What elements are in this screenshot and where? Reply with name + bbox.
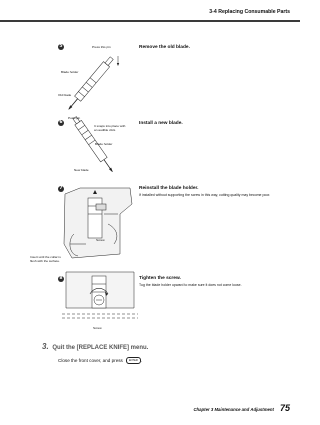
page-number: 75 (279, 403, 290, 413)
press-pin (105, 57, 113, 66)
label-push-pin: Push-pin (68, 116, 81, 120)
step-description-8: Tug the blade holder upward to make sure it does not come loose. (139, 283, 242, 287)
label-blade-holder: Blade holder (61, 70, 79, 74)
label-old-blade: Old blade (58, 93, 72, 97)
label-screw: Screw (93, 326, 102, 330)
label-snaps: It snaps into place with an audible click. (94, 124, 126, 132)
header-rule (0, 20, 300, 22)
press-arrow-icon (117, 63, 119, 66)
enter-key-icon: ENTER (126, 357, 141, 364)
step-number-7: 7 (59, 186, 63, 191)
step-description-7: If installed without supporting the screw in this way, cutting quality may become poor. (139, 193, 271, 197)
holder-reinstall-figure (60, 184, 135, 264)
footer (193, 403, 290, 413)
step-title-8: Tighten the screw. (139, 276, 181, 281)
old-blade-shape (71, 99, 77, 107)
instruction-line: Close the front cover, and press ENTER . (58, 358, 143, 363)
step-number-8: 8 (59, 276, 63, 281)
label-blade-holder: Blade holder (95, 142, 113, 146)
section-title: 3-4 Replacing Consumable Parts (209, 9, 290, 15)
screw-shape (96, 204, 106, 210)
tighten-screw-figure (62, 270, 138, 324)
instruction-text: Close the front cover, and press (58, 358, 123, 363)
label-new-blade: New blade (74, 168, 89, 172)
blade-holder-body (75, 62, 110, 102)
step3-heading (42, 342, 148, 351)
step3-number: 3. (42, 342, 49, 351)
step-number-6: 6 (59, 120, 63, 125)
step3-title: Quit the [REPLACE KNIFE] menu. (52, 345, 149, 351)
step-title-7: Reinstall the blade holder. (139, 186, 199, 191)
label-press-pin: Press this pin (92, 45, 111, 49)
step-number-5: 5 (59, 44, 63, 49)
label-screw: Screw (96, 238, 105, 242)
footer-chapter: Chapter 3 Maintenance and Adjustment (193, 407, 274, 412)
step-title-6: Install a new blade. (139, 121, 183, 126)
new-blade-shape (104, 160, 110, 169)
label-insert: Insert until the collar is flush with the surface. (30, 255, 61, 263)
step-title-5: Remove the old blade. (139, 45, 190, 50)
